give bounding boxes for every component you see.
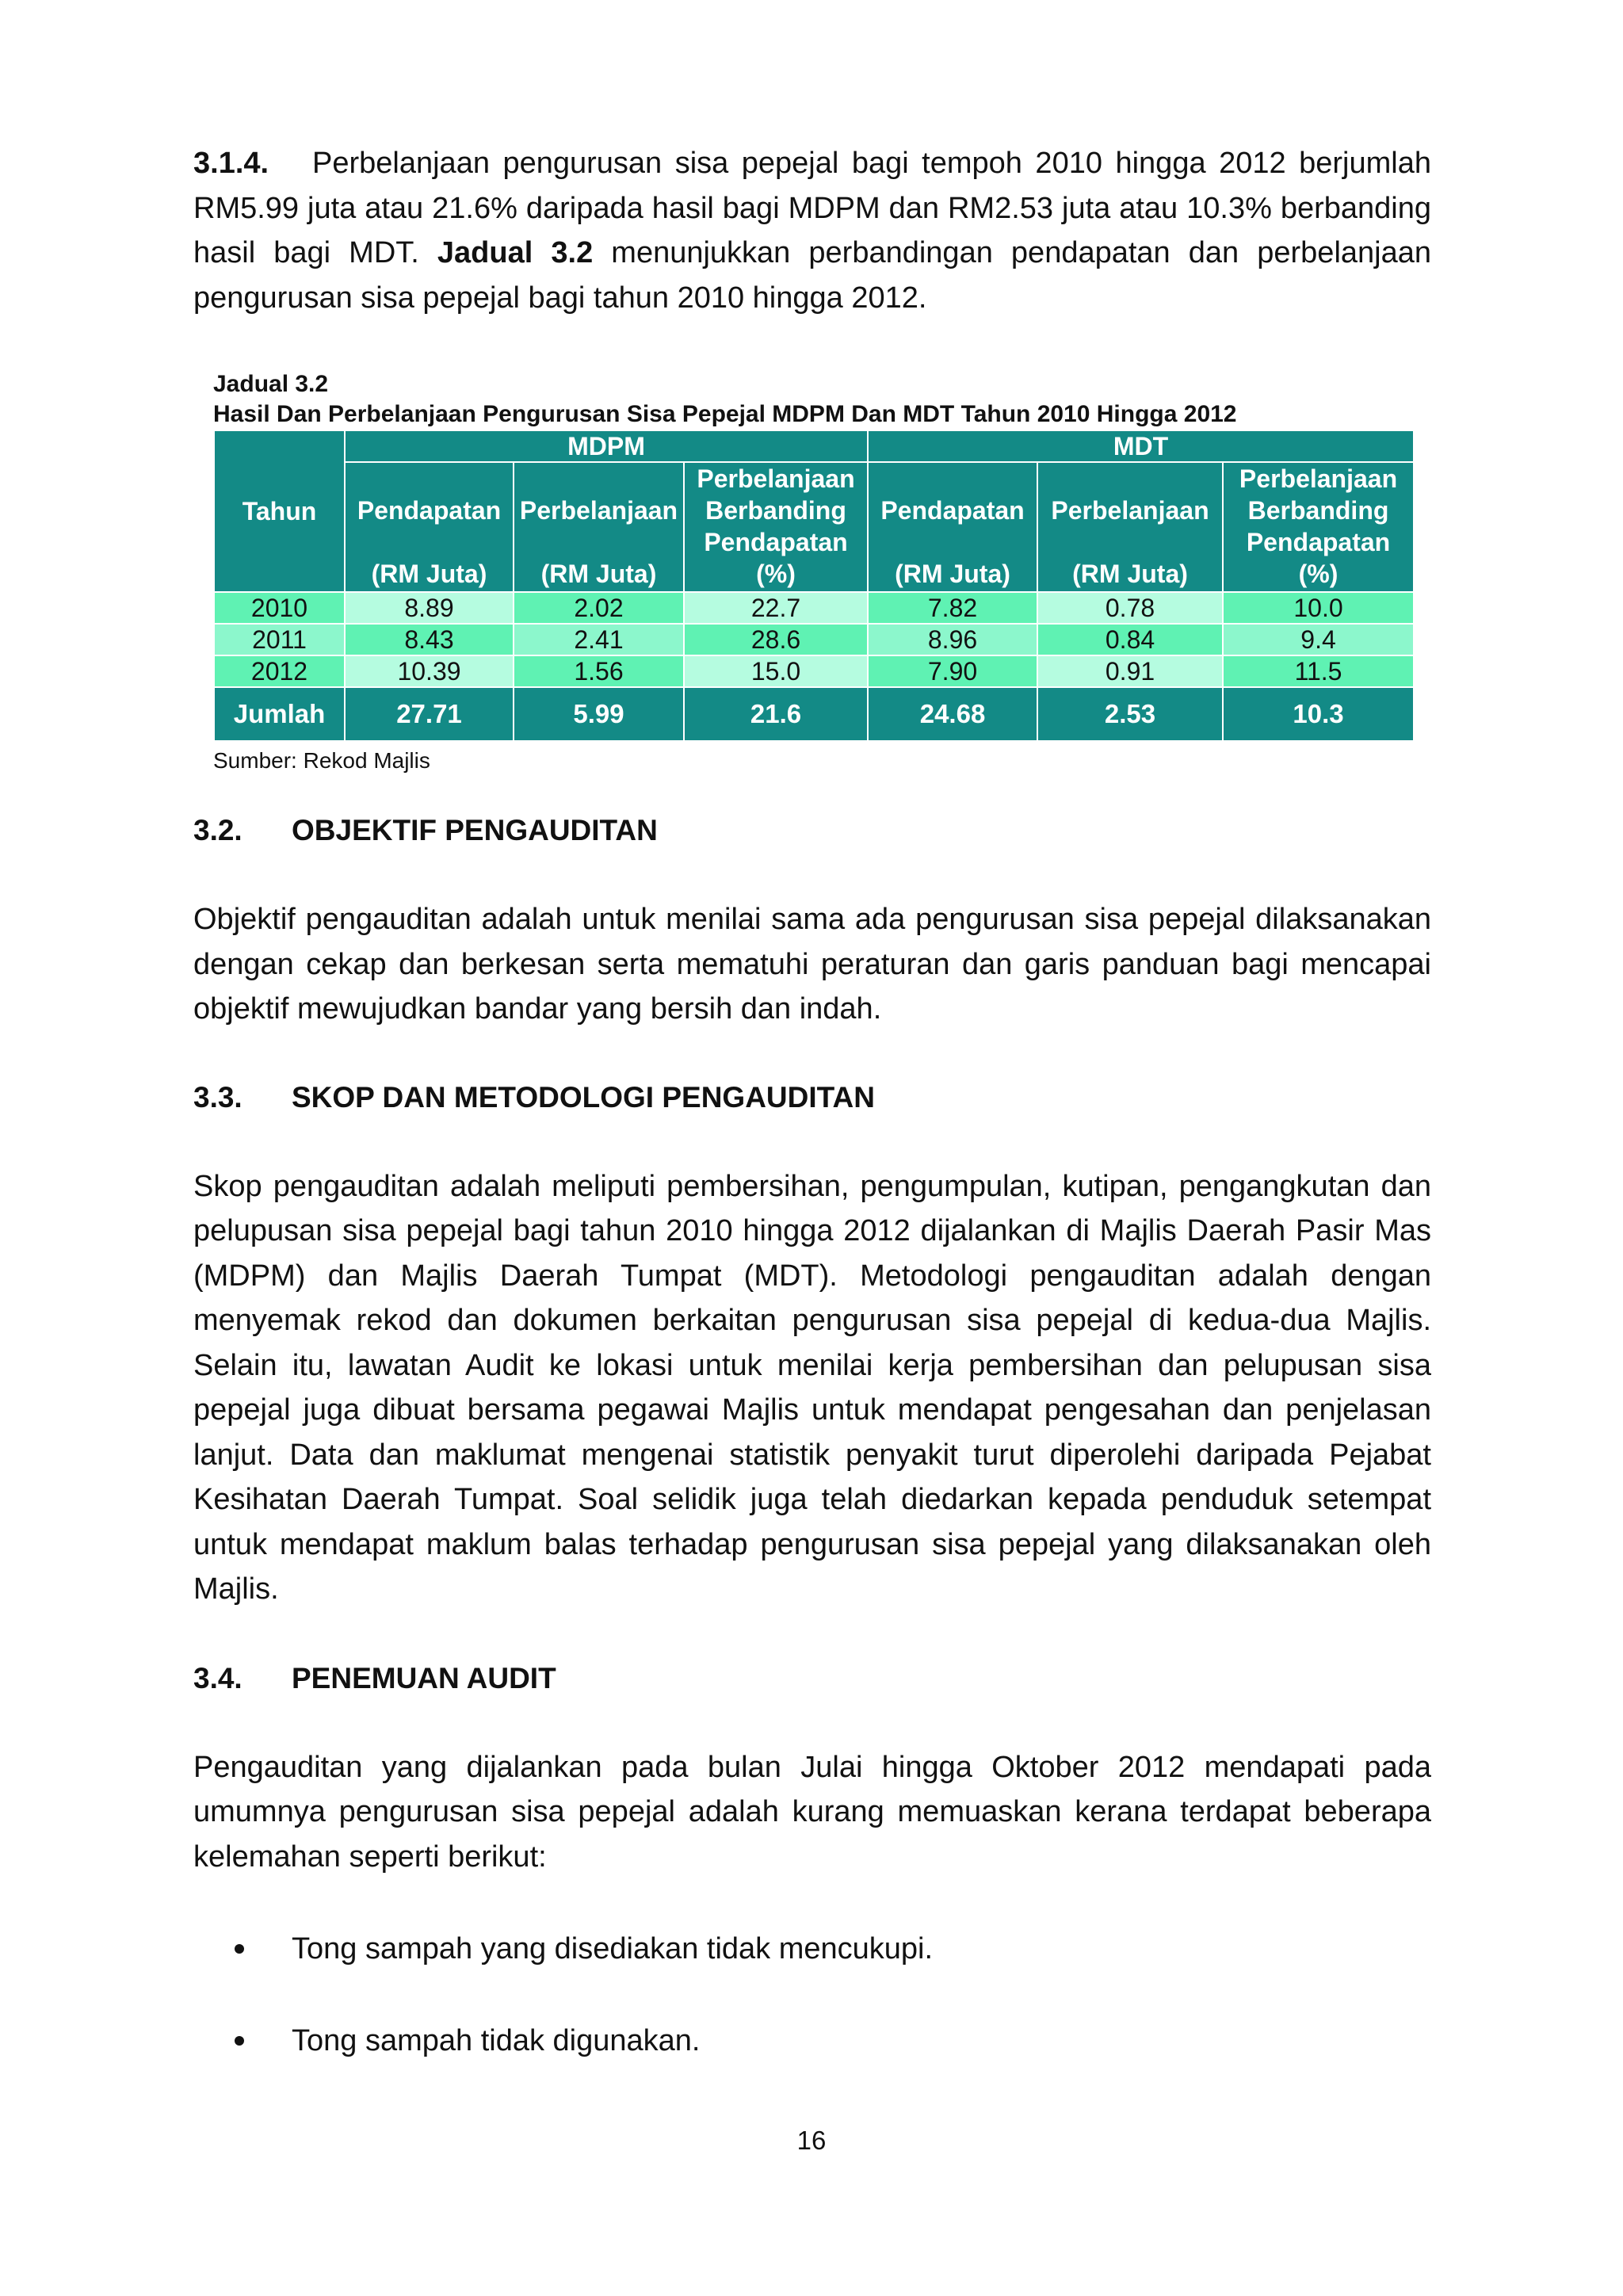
cell-total-mdt-expense: 2.53 <box>1037 687 1223 741</box>
cell-mdt-ratio: 10.0 <box>1223 592 1414 624</box>
header-mdt-expense <box>1037 462 1223 592</box>
cell-mdpm-ratio: 22.7 <box>684 592 868 624</box>
cell-mdt-expense: 0.78 <box>1037 592 1223 624</box>
section-number: 3.3. <box>193 1080 242 1114</box>
header-label: Pendapatan <box>357 496 502 525</box>
header-label: Perbelanjaan <box>697 464 855 493</box>
paragraph-text-a: Perbelanjaan pengurusan sisa pepejal bagi tempoh 2010 hingga 2012 berjumlah RM5.99 juta atau 21.6% daripada hasil bagi MDPM dan RM2.53 juta atau 10.3% berbanding hasil bagi MDT. <box>193 147 1431 269</box>
bullet-icon <box>235 1944 244 1954</box>
header-unit: (RM Juta) <box>540 560 657 588</box>
section-heading-3-3 <box>193 1075 1431 1120</box>
cell-mdpm-expense: 2.41 <box>514 624 684 655</box>
bullet-icon <box>235 2036 244 2046</box>
cell-mdpm-ratio: 28.6 <box>684 624 868 655</box>
cell-mdpm-income: 8.43 <box>345 624 514 655</box>
page-number: 16 <box>796 2126 827 2155</box>
section-number: 3.4. <box>193 1661 242 1694</box>
header-year: Tahun <box>214 430 345 592</box>
section-text-3-4: Pengauditan yang dijalankan pada bulan Julai hingga Oktober 2012 mendapati pada umumnya pengurusan sisa pepejal adalah kurang memuaskan kerana terdapat beberapa kelemahan seperti berikut: <box>193 1750 1431 1874</box>
cell-year: 2012 <box>214 655 345 687</box>
header-label: Perbelanjaan <box>1051 496 1209 525</box>
header-label: Pendapatan <box>880 496 1025 525</box>
cell-mdt-income: 7.90 <box>868 655 1037 687</box>
paragraph-3-1-4 <box>193 141 1431 320</box>
header-mdt-income <box>868 462 1037 592</box>
header-unit: (%) <box>1298 560 1338 588</box>
section-number: 3.2. <box>193 814 242 846</box>
document-page <box>193 141 1431 2063</box>
header-label: Pendapatan <box>1246 528 1391 556</box>
cell-mdpm-expense: 1.56 <box>514 655 684 687</box>
list-item <box>193 2019 1431 2063</box>
header-group-mdpm: MDPM <box>345 430 868 462</box>
cell-mdpm-income: 8.89 <box>345 592 514 624</box>
cell-mdt-income: 7.82 <box>868 592 1037 624</box>
paragraph-number: 3.1.4. <box>193 147 269 180</box>
header-mdpm-income <box>345 462 514 592</box>
header-label: Perbelanjaan <box>1239 464 1398 493</box>
table-source: Sumber: Rekod Majlis <box>213 748 430 773</box>
cell-total-mdt-income: 24.68 <box>868 687 1037 741</box>
section-title: PENEMUAN AUDIT <box>292 1661 556 1694</box>
table-header-group-row <box>214 430 1414 462</box>
section-title: SKOP DAN METODOLOGI PENGAUDITAN <box>292 1080 875 1114</box>
table-row <box>214 655 1414 687</box>
table-row <box>214 624 1414 655</box>
table-row <box>214 592 1414 624</box>
cell-year: 2011 <box>214 624 345 655</box>
cell-total-mdpm-ratio: 21.6 <box>684 687 868 741</box>
table-total-row <box>214 687 1414 741</box>
table-title: Hasil Dan Perbelanjaan Pengurusan Sisa Pepejal MDPM Dan MDT Tahun 2010 Hingga 2012 <box>213 401 1237 427</box>
section-text-3-3: Skop pengauditan adalah meliputi pembersihan, pengumpulan, kutipan, pengangkutan dan pelupusan sisa pepejal bagi tahun 2010 hingga 2012 dijalankan di Majlis Daerah Pasir Mas (MDPM) dan Majlis Daerah Tumpat (MDT). Metodologi pengauditan adalah dengan menyemak rekod dan dokumen berkaitan pengurusan sisa pepejal di kedua-dua Majlis. Selain itu, lawatan Audit ke lokasi untuk menilai kerja pembersihan dan pelupusan sisa pepejal juga dibuat bersama pegawai Majlis untuk mendapat pengesahan dan penjelasan lanjut. Data dan maklumat mengenai statistik penyakit turut diperolehi daripada Pejabat Kesihatan Daerah Tumpat. Soal selidik juga telah diedarkan kepada penduduk setempat untuk mendapat maklum balas terhadap pengurusan sisa pepejal yang dilaksanakan oleh Majlis. <box>193 1169 1431 1606</box>
section-heading-3-4 <box>193 1656 1431 1701</box>
header-label: Pendapatan <box>704 528 848 556</box>
cell-mdpm-income: 10.39 <box>345 655 514 687</box>
cell-total-label: Jumlah <box>214 687 345 741</box>
findings-list <box>193 1927 1431 2063</box>
cell-mdt-ratio: 9.4 <box>1223 624 1414 655</box>
paragraph-text-b: menunjukkan perbandingan pendapatan dan perbelanjaan pengurusan sisa pepejal bagi tahun 2010 hingga 2012. <box>193 236 1431 315</box>
section-heading-3-2 <box>193 808 1431 853</box>
header-label: Berbanding <box>705 496 846 525</box>
header-mdt-ratio <box>1223 462 1414 592</box>
section-text-3-2: Objektif pengauditan adalah untuk menilai sama ada pengurusan sisa pepejal dilaksanakan dengan cekap dan berkesan serta mematuhi peraturan dan garis panduan bagi mencapai objektif mewujudkan bandar yang bersih dan indah. <box>193 903 1431 1026</box>
header-unit: (%) <box>756 560 796 588</box>
cell-mdt-income: 8.96 <box>868 624 1037 655</box>
header-unit: (RM Juta) <box>1072 560 1188 588</box>
cell-total-mdpm-income: 27.71 <box>345 687 514 741</box>
header-label: Berbanding <box>1247 496 1389 525</box>
table-label: Jadual 3.2 <box>213 371 329 397</box>
list-item-text: Tong sampah tidak digunakan. <box>292 2024 701 2057</box>
header-unit: (RM Juta) <box>371 560 487 588</box>
header-mdpm-ratio <box>684 462 868 592</box>
cell-mdpm-expense: 2.02 <box>514 592 684 624</box>
header-unit: (RM Juta) <box>895 560 1010 588</box>
cell-year: 2010 <box>214 592 345 624</box>
cell-mdt-expense: 0.91 <box>1037 655 1223 687</box>
table-header-sub-row <box>214 462 1414 592</box>
cell-mdpm-ratio: 15.0 <box>684 655 868 687</box>
cell-mdt-ratio: 11.5 <box>1223 655 1414 687</box>
header-mdpm-expense <box>514 462 684 592</box>
header-group-mdt: MDT <box>868 430 1414 462</box>
cell-total-mdpm-expense: 5.99 <box>514 687 684 741</box>
header-label: Perbelanjaan <box>519 496 678 525</box>
list-item-text: Tong sampah yang disediakan tidak mencukupi. <box>292 1932 934 1966</box>
cell-total-mdt-ratio: 10.3 <box>1223 687 1414 741</box>
cell-mdt-expense: 0.84 <box>1037 624 1223 655</box>
section-title: OBJEKTIF PENGAUDITAN <box>292 814 658 846</box>
revenue-expense-table <box>213 430 1415 742</box>
table-reference: Jadual 3.2 <box>437 236 594 269</box>
list-item <box>193 1927 1431 1971</box>
